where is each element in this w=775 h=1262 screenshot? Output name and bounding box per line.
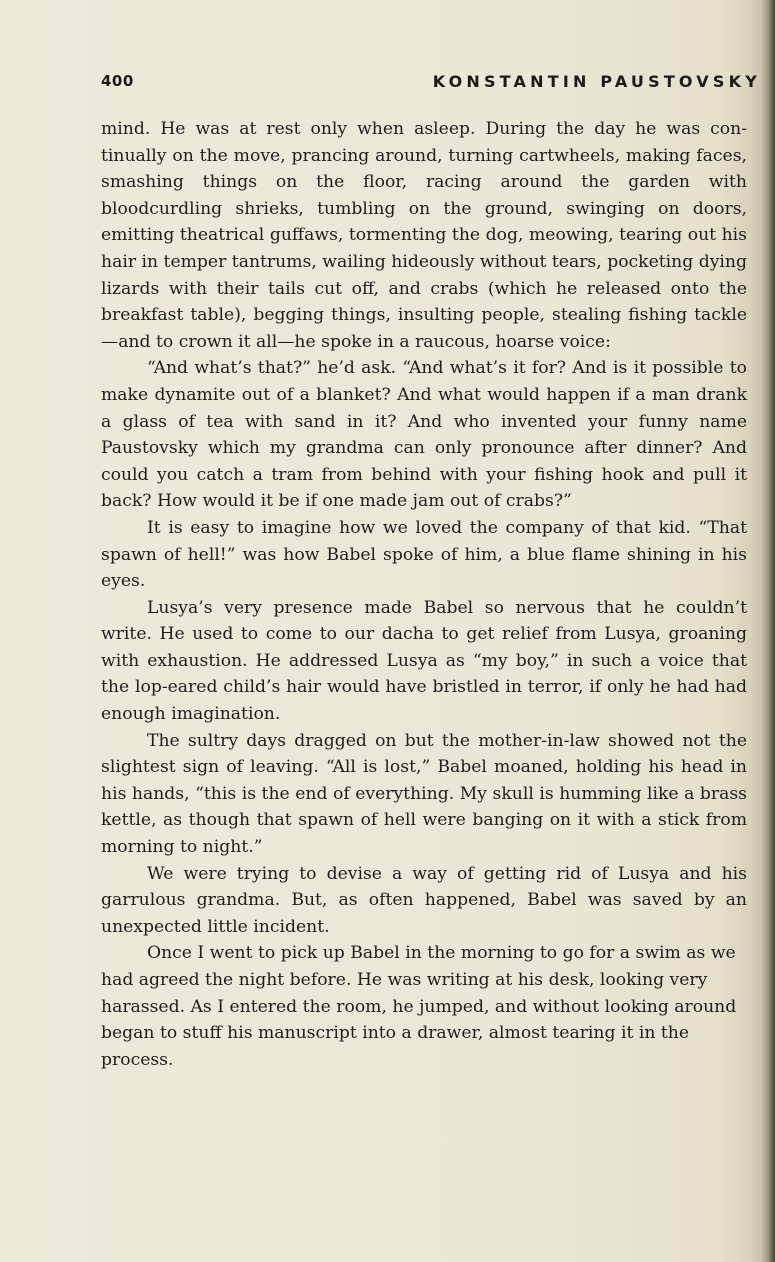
running-head	[101, 72, 761, 98]
paragraph-4: Lusya’s very presence made Babel so nervous that he couldn’t write. He used to come to our dacha to get relief from Lusya, groaning with exhaustion. He addressed Lusya as “my boy,” in such a voice that the lop-eared child’s hair would have bristled in terror, if only he had had enough imagination.	[101, 597, 747, 725]
body-text	[101, 116, 747, 1073]
paragraph-1: mind. He was at rest only when asleep. During the day he was continually on the move, prancing around, turning cartwheels, making faces, smashing things on the floor, racing around the garden with bloodcurdling shrieks, tumbling on the ground, swinging on doors, emitting theatrical guffaws, tormenting the dog, meowing, tearing out his hair in temper tantrums, wailing hideously without tears, pocketing dying lizards with their tails cut off, and crabs (which he released onto the breakfast table), begging things, insulting people, stealing fishing tackle—and to crown it all—he spoke in a raucous, hoarse voice:	[101, 119, 747, 352]
paragraph-7: Once I went to pick up Babel in the morning to go for a swim as we had agreed the night before. He was writing at his desk, looking very harassed. As I entered the room, he jumped, and without looking around began to stuff his manuscript into a drawer, almost tearing it in the process.	[101, 943, 737, 1070]
paragraph-3: It is easy to imagine how we loved the company of that kid. “That spawn of hell!” was how Babel spoke of him, a blue flame shining in his eyes.	[101, 517, 747, 592]
paragraph-6: We were trying to devise a way of getting rid of Lusya and his garrulous grandma. But, as often happened, Babel was saved by an unexpected little incident.	[101, 863, 747, 937]
running-head-author: KONSTANTIN PAUSTOVSKY	[432, 72, 761, 91]
page-binding-shadow	[761, 0, 775, 1262]
page-number: 400	[101, 72, 134, 90]
paragraph-2: “And what’s that?” he’d ask. “And what’s it for? And is it possible to make dynamite out of a blanket? And what would happen if a man drank a glass of tea with sand in it? And who invented your funny name Paustovsky which my grandma can only pronounce after dinner? And could you catch a tram from behind with your fishing hook and pull it back? How would it be if one made jam out of crabs?”	[101, 358, 747, 512]
paragraph-5: The sultry days dragged on but the mother-in-law showed not the slightest sign of leaving. “All is lost,” Babel moaned, holding his head in his hands, “this is the end of everything. My skull is humming like a brass kettle, as though that spawn of hell were banging on it with a stick from morning to night.”	[101, 730, 747, 858]
